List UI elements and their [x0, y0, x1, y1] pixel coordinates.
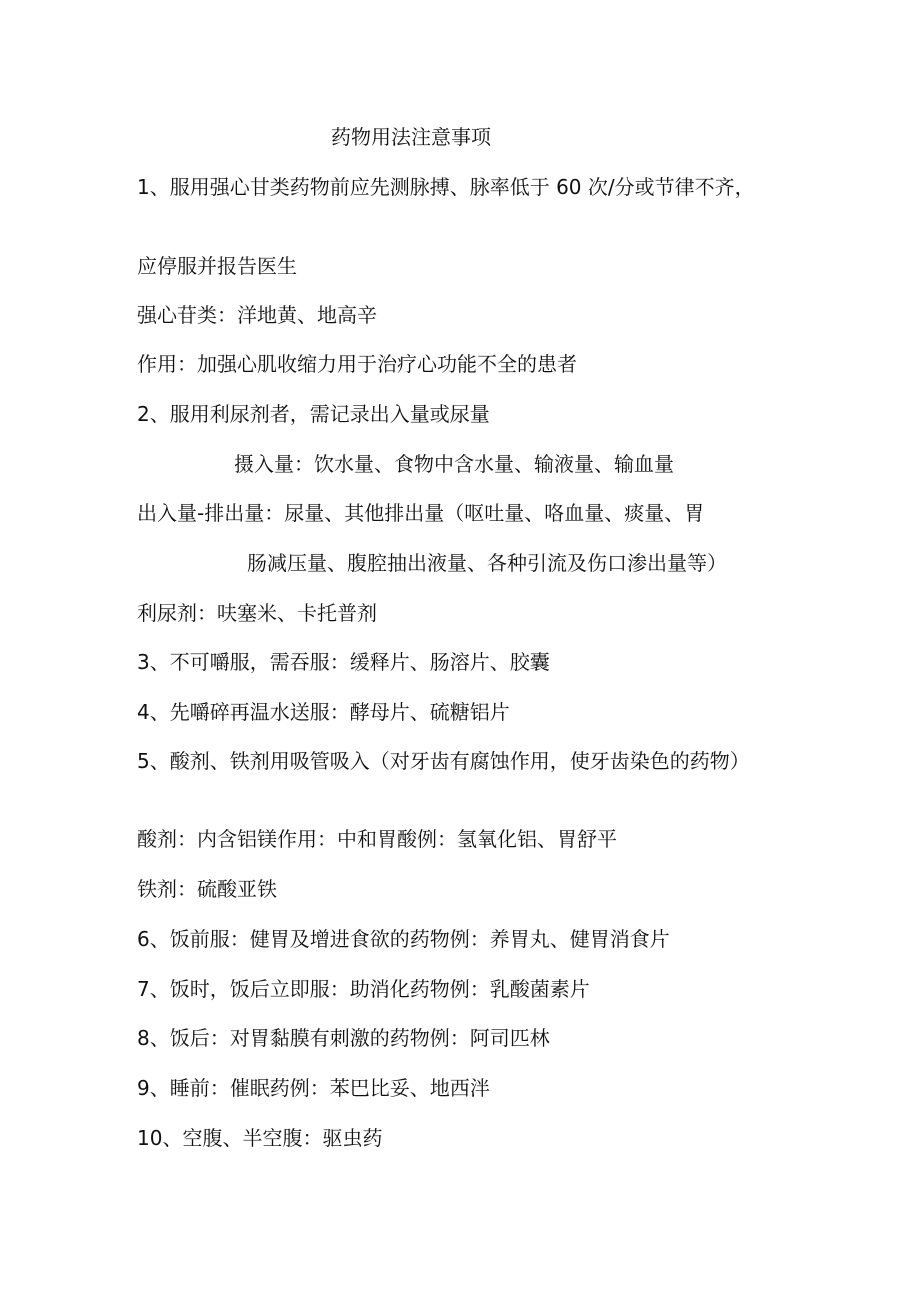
- list-item: 2、服用利尿剂者，需记录出入量或尿量: [137, 402, 490, 426]
- list-item: 7、饭时，饭后立即服：助消化药物例：乳酸菌素片: [137, 977, 590, 1001]
- list-item: 利尿剂：呋塞米、卡托普剂: [137, 601, 377, 625]
- list-item: 1、服用强心甘类药物前应先测脉搏、脉率低于 60 次/分或节律不齐，: [137, 175, 755, 199]
- list-item: 4、先嚼碎再温水送服：酵母片、硫糖铝片: [137, 700, 510, 724]
- list-item: 6、饭前服：健胃及增进食欲的药物例：养胃丸、健胃消食片: [137, 927, 670, 951]
- list-item: 应停服并报告医生: [137, 254, 297, 278]
- list-item: 10、空腹、半空腹：驱虫药: [137, 1126, 383, 1150]
- list-item: 摄入量：饮水量、食物中含水量、输液量、输血量: [234, 452, 674, 476]
- list-item: 3、不可嚼服，需吞服：缓释片、肠溶片、胶囊: [137, 650, 550, 674]
- list-item: 作用：加强心肌收缩力用于治疗心功能不全的患者: [137, 352, 577, 376]
- list-item: 8、饭后：对胃黏膜有刺激的药物例：阿司匹林: [137, 1026, 550, 1050]
- list-item: 强心苷类：洋地黄、地高辛: [137, 303, 377, 327]
- list-item: 出入量-排出量：尿量、其他排出量（呕吐量、咯血量、痰量、胃: [137, 501, 705, 525]
- page-title: 药物用法注意事项: [331, 125, 491, 149]
- list-item: 5、酸剂、铁剂用吸管吸入（对牙齿有腐蚀作用，使牙齿染色的药物）: [137, 749, 750, 773]
- list-item: 酸剂：内含铝镁作用：中和胃酸例：氢氧化铝、胃舒平: [137, 827, 617, 851]
- list-item: 9、睡前：催眠药例：苯巴比妥、地西泮: [137, 1076, 490, 1100]
- list-item: 铁剂：硫酸亚铁: [137, 877, 277, 901]
- list-item: 肠减压量、腹腔抽出液量、各种引流及伤口渗出量等）: [247, 551, 727, 575]
